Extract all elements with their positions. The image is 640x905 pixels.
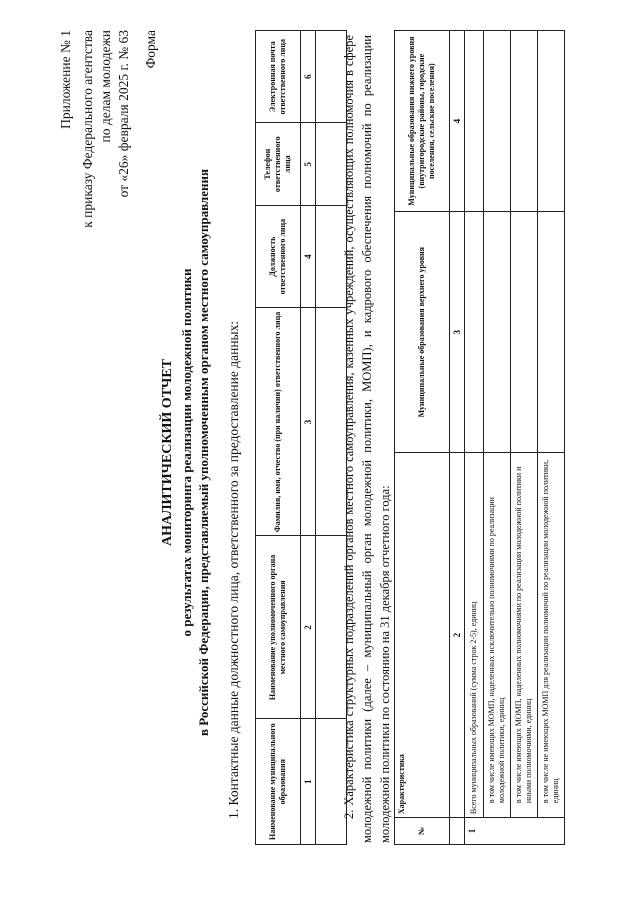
header-cell: Наименование уполномоченного органа местного самоуправления <box>256 536 301 719</box>
table-header-row <box>256 31 301 845</box>
table-cell <box>484 212 511 453</box>
report-subtitle-1: о результатах мониторинга реализации молодежной политики <box>179 268 194 637</box>
header-cell: Электронная почта ответственного лица <box>256 31 301 124</box>
column-number: 4 <box>301 205 316 308</box>
column-number: 4 <box>450 31 465 212</box>
row-characteristic: в том числе имеющих МОМП, наделенных полномочиями по реализации молодежной политики и иными полномочиями, единиц <box>511 453 538 818</box>
column-number <box>450 818 465 845</box>
contacts-table <box>255 30 347 845</box>
appendix-line-1: Приложение № 1 <box>58 30 73 129</box>
characteristics-table <box>394 30 565 845</box>
table-cell <box>465 212 484 453</box>
column-number: 2 <box>301 536 316 719</box>
column-number: 1 <box>301 719 316 845</box>
section-2-heading: 2. Характеристика структурных подразделений органов местного самоуправления, казенных учреждений, осуществляющих полномочия в сфере молодежной политики (далее – муниципальный орган молодежной политики, МОМП), и кадрового обеспечения полномочий по реализации молодежной политики по состоянию на 31 декабря отчетного года: <box>342 35 392 843</box>
header-cell: Телефон ответственного лица <box>256 123 301 205</box>
section-1-heading: 1. Контактные данные должностного лица, ответственного за предоставление данных: <box>226 320 241 819</box>
form-label: Форма <box>143 30 158 69</box>
table-cell <box>538 212 565 453</box>
table-cell <box>484 31 511 212</box>
table-cell <box>511 31 538 212</box>
table-row <box>484 31 511 845</box>
appendix-line-2: к приказу Федерального агентства <box>80 30 95 228</box>
row-characteristic: в том числе имеющих МОМП, наделенных исключительно полномочиями по реализации молодежной политики, единиц <box>484 453 511 818</box>
table-number-row <box>301 31 316 845</box>
table-row <box>465 31 484 845</box>
table-row <box>511 31 538 845</box>
header-cell: Наименование муниципального образования <box>256 719 301 845</box>
table-row <box>538 31 565 845</box>
appendix-line-4: от «26» февраля 2025 г. № 63 <box>116 30 131 198</box>
header-cell: № <box>395 818 450 845</box>
report-subtitle-2: в Российской Федерации, представляемый уполномоченным органом местного самоуправления <box>196 169 211 736</box>
column-number: 2 <box>450 453 465 818</box>
column-number: 3 <box>301 308 316 536</box>
column-number: 5 <box>301 123 316 205</box>
appendix-line-3: по делам молодежи <box>98 30 113 143</box>
row-characteristic: в том числе не имеющих МОМП для реализации полномочий по реализации молодежной политики, единиц <box>538 453 565 818</box>
table-header-row <box>395 31 450 845</box>
header-cell: Муниципальные образования верхнего уровня <box>395 212 450 453</box>
table-cell <box>511 212 538 453</box>
table-cell <box>465 31 484 212</box>
table-cell <box>538 31 565 212</box>
header-cell: Фамилия, имя, отчество (при наличии) ответственного лица <box>256 308 301 536</box>
report-title: АНАЛИТИЧЕСКИЙ ОТЧЕТ <box>160 359 175 546</box>
header-cell: Муниципальные образования нижнего уровня (внутригородские районы, городские поселения, сельские поселения) <box>395 31 450 212</box>
row-number: 1 <box>465 818 565 845</box>
column-number: 6 <box>301 31 316 124</box>
header-cell: Должность ответственного лица <box>256 205 301 308</box>
table-number-row <box>450 31 465 845</box>
column-number: 3 <box>450 212 465 453</box>
header-cell: Характеристика <box>395 453 450 818</box>
row-characteristic: Всего муниципальных образований (сумма строк 2-5), единиц <box>465 453 484 818</box>
